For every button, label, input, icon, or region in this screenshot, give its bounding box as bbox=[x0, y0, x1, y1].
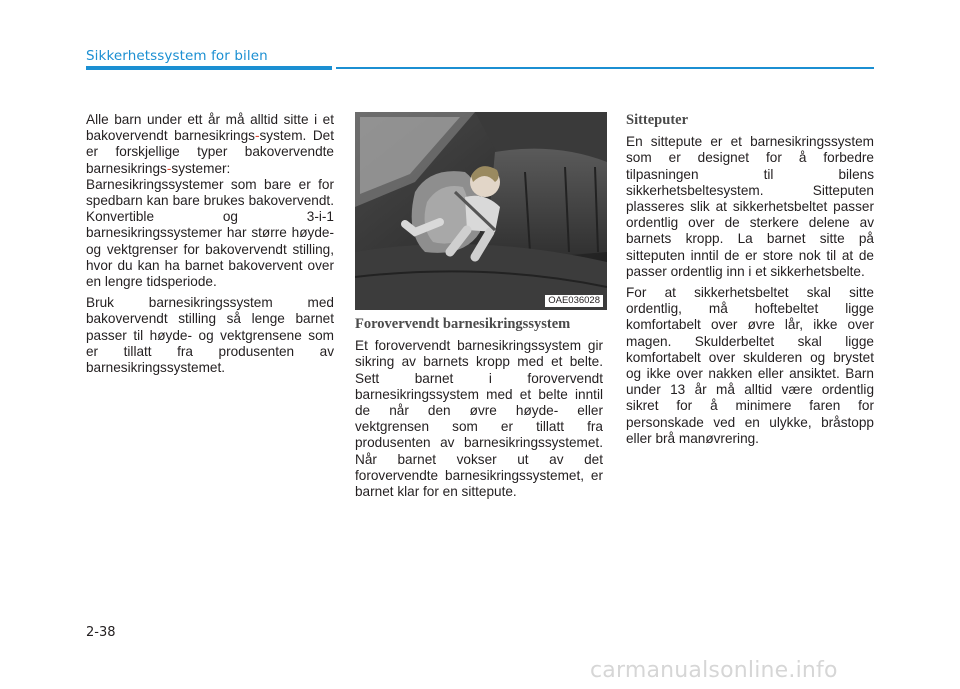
text-run: systemer: Barnesikringssystemer som bare er for spedbarn kan bare brukes bakovervendt. Konvertible og 3-i-1 barnesikringssystemer har større høyde- og vektgrenser for bakovervendt stilling, hvor du kan ha barnet bakovervent over en lengre tidsperiode. bbox=[86, 160, 334, 290]
heading-forward-facing: Forovervendt barnesikringssystem bbox=[355, 316, 571, 332]
hyphen-mark: - bbox=[166, 160, 172, 176]
car-interior-image bbox=[355, 112, 607, 310]
hyphen-mark: - bbox=[254, 128, 260, 144]
paragraph-belt-fit: For at sikkerhetsbeltet skal sitte ordentlig, må hoftebeltet ligge komfortabelt over øvre lår, ikke over magen. Skulderbeltet skal ligge komfortabelt over skulderen og brystet og ikke over nakken eller ansiktet. Barn under 13 år må alltid være ordentlig sikret for å minimere faren for personskade ved en ulykke, bråstopp eller brå manøvrering. bbox=[626, 285, 874, 446]
figure-code: OAE036028 bbox=[545, 295, 603, 307]
text-column-right bbox=[626, 112, 874, 452]
heading-booster-seats: Sitteputer bbox=[626, 112, 689, 128]
header-rule bbox=[336, 67, 874, 69]
child-seat-illustration bbox=[355, 112, 607, 310]
text-run: system. Det er forskjellige typer bakovervendte barnesikrings bbox=[86, 128, 334, 176]
text-run: Alle barn under ett år må alltid sitte i et bakovervendt barnesikrings bbox=[86, 112, 334, 144]
text-column-middle bbox=[355, 316, 603, 505]
page-number: 2-38 bbox=[86, 625, 116, 640]
paragraph-booster-definition: En sittepute er et barnesikringssystem som er designet for å forbedre tilpasningen til bilens sikkerhetsbeltesystem. Sitteputen plasseres slik at sikkerhetsbeltet passer ordentlig over de sterkere delene av barnets kropp. La barnet sitte på sitteputen inntil de er store nok til at de passer ordentlig inn i et sikkerhetsbelte. bbox=[626, 134, 874, 279]
header-accent-bar bbox=[86, 66, 332, 70]
section-title: Sikkerhetssystem for bilen bbox=[86, 48, 268, 64]
paragraph-rear-facing bbox=[86, 112, 334, 290]
text-column-left bbox=[86, 112, 334, 381]
watermark: carmanualsonline.info bbox=[590, 658, 838, 683]
paragraph-forward-facing: Et forovervendt barnesikringssystem gir sikring av barnets kropp med et belte. Sett barnet i forovervendt barnesikringssystem med et belte inntil de når den øvre høyde- eller vektgrensen som er tillatt fra produsenten av barnesikringssystemet. Når barnet vokser ut av det forovervendte barnesikringssystemet, er barnet klar for en sittepute. bbox=[355, 338, 603, 500]
paragraph-rear-facing-usage: Bruk barnesikringssystem med bakovervendt stilling så lenge barnet passer til høyde- og vektgrensene som er tillatt fra produsenten av barnesikringssystemet. bbox=[86, 295, 334, 376]
